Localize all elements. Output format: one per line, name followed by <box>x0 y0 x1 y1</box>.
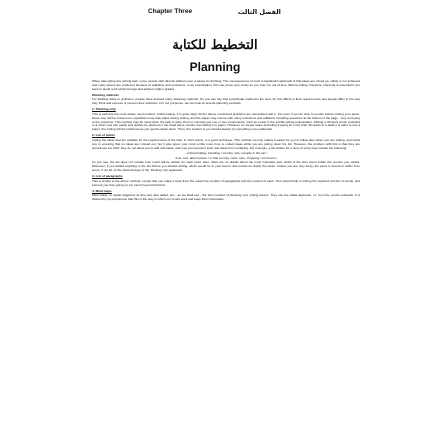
mind-maps-paragraph: Mind maps, or spider diagrams as they are also called, are - as we shall see - the best method of planning your writing pieces. They use the radial approach, i.e. from the centre outwards. It is claimed by its proponents that this is the way in which our minds work and keep their information. <box>92 193 360 201</box>
list-example-line-2: time, bus, airport plane / in that country, visits, trips, shopping / conclusion <box>175 155 277 160</box>
intro-paragraph: When attempting any writing task, some people start directly without even a pause for thinking. The consequences of such a haphazard approach is that ideas are mixed up, clarity is not achieved and many pieces are produced because of additions and omissions. In an examination, this can prove very costly as you may run out of time. Before writing, therefore, planning is essential if you want to avoid such shortcomings and achieve higher grades. <box>92 80 360 91</box>
page-title: Planning <box>189 60 241 74</box>
list-of-points-heading: 2- List of points <box>92 133 116 138</box>
thinking-only-paragraph: This is perhaps the most widely used method. Unfortunately, it is quite risky! All the above mentioned problems are associated with it. For even if you do stop to ponder before writing your piece, ideas may still be missed out, repetitions may take place during writing, and the paper may end up with many omissions and additions including questions at the bottom of the page - very annoying to the examiner. This method may be used when the task is quite short or consists just one or two components, such as a task in the GCSE writing examination. Writing a 30-word email, postcard or a short note can easily and quickly be planned in the head alone, before committing it to paper. However, for longer tasks (including if going for more than 30 words in a task) it is safer to use a paper, the writing will feel cluttered as you get the ideas down. Then, the content is you should always try something more elaborate. <box>92 111 360 132</box>
planning-methods-paragraph: For tackling tasks or problems, people have devised many planning methods. No one can say that a particular method is the best, for this differs in their requirements and people differ in the way they think and express or present their solutions. For our purposes, we can look at several planning methods. <box>92 97 360 106</box>
page-title-arabic: التخطيط للكتابة <box>172 38 258 53</box>
chapter-label-english: Chapter Three <box>148 8 193 15</box>
chapter-header <box>0 8 430 22</box>
list-of-points-paragraph-2: As you see, the list does not include how much will be written for each point. Also, there are no details about the most important part, which is the time spent inside the country you visited. Moreover, if you added anything to the list before you started writing, which would be in your favour, this would not clarify the ideas. Unless you are very lucky, the piece is bound to suffer from some, if not all, of the shortcomings of the 'thinking only' approach. <box>92 160 360 173</box>
list-of-paragraphs-paragraph: This is similar to the above method, except that you make it clear from the outset the number of paragraphs and the content of each. This should help in writing the required number of words, and prevent you from going on too much beyond that limit. <box>92 178 360 187</box>
list-of-paragraphs-heading: 3- List of paragraphs <box>92 174 123 179</box>
thinking-only-heading: 1- Thinking only <box>92 107 116 112</box>
list-of-points-paragraph: Listing the ideas that are suitable for the requirements of the task, in short points, is a good technique. This method not only makes it easier for you to follow later when you are writing, and helps you in ensuring that no ideas are missed out, but it also gives your mind a little more time to collect ideas while you are jotting down the list. However, the problem with this is that they are sometimes too brief: they do not allow you to add sub-ideas, and may even prevent such sub-ideas from surfacing. For example, a list written for a story of a trip may include the following: <box>92 137 360 150</box>
list-example-line-1: - school holiday, travelling / country, why / people in the trip / <box>184 151 268 156</box>
planning-methods-heading: Planning methods <box>92 92 119 97</box>
mind-maps-heading: 4- Mind maps <box>92 188 112 193</box>
chapter-label-arabic: الفصل الثالث <box>238 8 281 16</box>
body-text <box>92 80 360 425</box>
